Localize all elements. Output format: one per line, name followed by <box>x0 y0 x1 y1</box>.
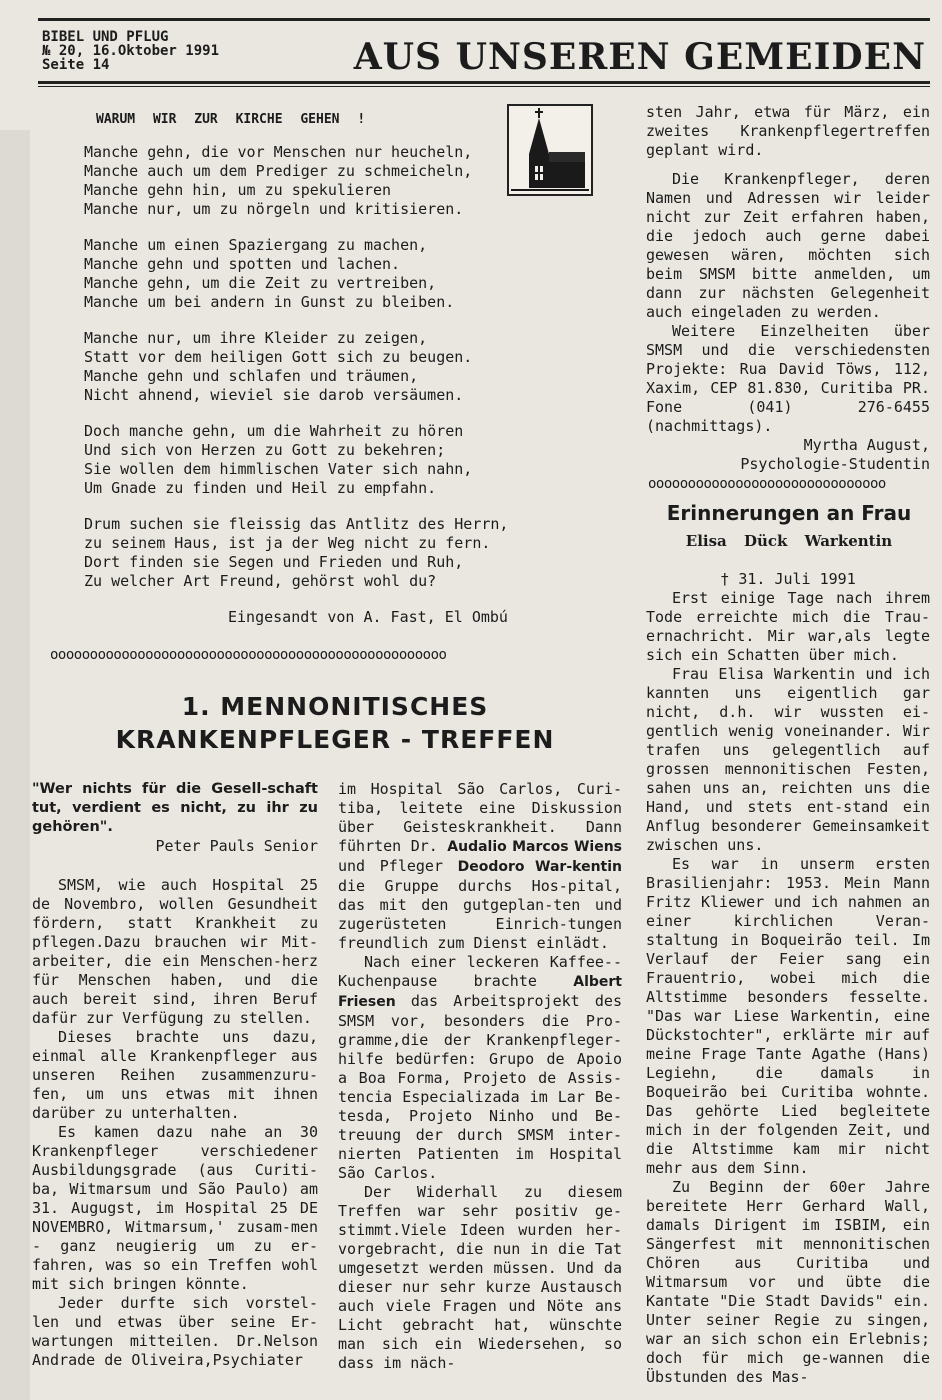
poem-line: Manche gehn, die vor Menschen nur heucheln, <box>84 143 473 161</box>
poem-line: Doch manche gehn, um die Wahrheit zu hören <box>84 422 464 440</box>
top-rule <box>38 18 930 21</box>
poem-line: Statt vor dem heiligen Gott sich zu beugen. <box>84 348 473 366</box>
text-run: das Arbeitsprojekt des SMSM vor, besonders die Pro-gramme,die der Krankenpfleger-hilfe bedürfen: Grupo de Apoio a Boa Forma, Projeto de Assis-tencia Especializada im Lar Be-tesda, Projeto Ninho und Be-treuung der durch SMSM inter-nierten Patienten im Hospital São Carlos. <box>338 992 622 1182</box>
poem-line: Dort finden sie Segen und Frieden und Ruh, <box>84 553 464 571</box>
publication-name: BIBEL UND PFLUG <box>42 29 169 45</box>
paragraph: Es kamen dazu nahe an 30 Krankenpfleger verschiedener Ausbildungsgrade (aus Curiti-ba, Witmarsum und São Paulo) am 31. Augugst, im Hospital 25 DE NOVEMBRO, Witmarsum,' zusam-men - ganz neugierig um zu er-fahren, was so ein Treffen wohl mit sich bringen könnte. <box>32 1123 318 1293</box>
poem-line: Manche gehn, um die Zeit zu vertreiben, <box>84 274 437 292</box>
article-column-2 <box>338 780 622 1373</box>
paragraph: Weitere Einzelheiten über SMSM und die verschiedensten Projekte: Rua David Töws, 112, Xaxim, CEP 81.830, Curitiba PR. Fone (041) 276-6455 (nachmittags). <box>646 322 930 435</box>
text-run: die Gruppe durchs Hos-pital, das mit den gutgeplan-ten und zugerüsteten Einrich-tungen freundlich zum Dienst einlädt. <box>338 877 622 952</box>
article-headline <box>40 690 630 756</box>
article-quote: "Wer nichts für die Gesell-schaft tut, verdient es nicht, zu ihr zu gehören". <box>32 781 318 835</box>
author-name: Myrtha August, <box>803 436 930 454</box>
poem-line: Manche nur, um zu nörgeln und kritisieren. <box>84 200 464 218</box>
separator: oooooooooooooooooooooooooooooooooooooooooooooooooo <box>50 647 447 663</box>
poem-line: Manche gehn und spotten und lachen. <box>84 255 401 273</box>
article-title: Erinnerungen an Frau <box>666 501 912 525</box>
poem-title: WARUM WIR ZUR KIRCHE GEHEN ! <box>96 112 366 127</box>
poem-line: Drum suchen sie fleissig das Antlitz des Herrn, <box>84 515 509 533</box>
article-column-3 <box>646 103 930 474</box>
church-icon <box>509 106 591 194</box>
poem <box>84 110 514 627</box>
text-run: Nach einer leckeren Kaffee--Kuchenpause brachte <box>338 953 622 990</box>
poem-line: Zu welcher Art Freund, gehörst wohl du? <box>84 572 437 590</box>
paragraph <box>338 780 622 953</box>
poem-line: Manche auch um dem Prediger zu schmeicheln, <box>84 162 473 180</box>
poem-line: Nicht ahnend, wieviel sie darob versäumen. <box>84 386 464 404</box>
page-number: Seite 14 <box>42 57 110 73</box>
poem-line: Manche gehn und schlafen und träumen, <box>84 367 419 385</box>
paragraph: Der Widerhall zu diesem Treffen war sehr positiv ge-stimmt.Viele Ideen wurden her-vorgebracht, die nun in die Tat umgesetzt werden müssen. Und da dieser nur sehr kurze Austausch auch viele Fragen und Nöte ans Licht gebracht hat, wünschte man sich ein Wiedersehen, so dass im näch- <box>338 1183 622 1372</box>
poem-stanza <box>84 515 514 591</box>
death-date: † 31. Juli 1991 <box>720 570 856 588</box>
paragraph: Zu Beginn der 60er Jahre bereitete Herr Gerhard Wall, damals Dirigent im ISBIM, ein Sängerfest mit mennonitischen Chören aus Curitiba und Witmarsum vor und übte die Kantate "Die Stadt Davids" ein. Unter seiner Regie zu singen, war an sich schon ein Erlebnis; doch für mich ge-wannen die Übstunden des Mas- <box>646 1178 930 1386</box>
paragraph: Es war in unserm ersten Brasilienjahr: 1953. Mein Mann Fritz Kliewer und ich nahmen an einer kirchlichen Veran-staltung in Boqueirão teil. Im Verlauf der Feier sang ein Frauentrio, wobei mich die Altstimme besonders fesselte. "Das war Liese Warkentin, eine Dückstochter", erklärte mir auf meine Frage Tante Agathe (Hans) Legiehn, die damals in Boqueirão bei Curitiba wohnte. Das gehörte Lied begleitete mich in der folgenden Zeit, und die Altstimme kam mir nicht mehr aus dem Sinn. <box>646 855 930 1177</box>
paragraph: Erst einige Tage nach ihrem Tode erreichte mich die Trau-ernachricht. Mir war,als legte sich ein Schatten über mich. <box>646 589 930 664</box>
poem-line: Manche nur, um ihre Kleider zu zeigen, <box>84 329 428 347</box>
masthead-rule <box>38 81 930 84</box>
article-subtitle: Elisa Dück Warkentin <box>685 532 893 550</box>
poem-stanza <box>84 422 514 498</box>
person-name: Deodoro War-kentin <box>457 859 623 875</box>
poem-signature: Eingesandt von A. Fast, El Ombú <box>228 608 508 626</box>
article-column-1 <box>32 780 318 1370</box>
text-run: und Pfleger <box>338 857 443 875</box>
church-illustration <box>507 104 593 196</box>
poem-line: Und sich von Herzen zu Gott zu bekehren; <box>84 441 446 459</box>
author-role: Psychologie-Studentin <box>740 455 930 473</box>
article-column-4 <box>646 570 930 1387</box>
paragraph: sten Jahr, etwa für März, ein zweites Krankenpflegertreffen geplant wird. <box>646 103 930 159</box>
poem-line: Manche um bei andern in Gunst zu bleiben. <box>84 293 455 311</box>
masthead-rule-thin <box>38 86 930 87</box>
paragraph <box>338 953 622 1183</box>
text-run: im Hospital São Carlos, Curi-tiba, leitete eine Diskussion über Geisteskrankheit. Dann führten Dr. <box>338 780 622 855</box>
quote-author: Peter Pauls Senior <box>155 837 318 855</box>
poem-line: Manche gehn hin, um zu spekulieren <box>84 181 392 199</box>
poem-stanza <box>84 329 514 405</box>
headline-line: 1. MENNONITISCHES <box>181 692 489 721</box>
paragraph: Jeder durfte sich vorstel-len und etwas über seine Er-wartungen mitteilen. Dr.Nelson Andrade de Oliveira,Psychiater <box>32 1294 318 1369</box>
paragraph: Dieses brachte uns dazu, einmal alle Krankenpfleger aus unseren Reihen zusammenzuru-fen, um uns etwas mit ihnen darüber zu unterhalten. <box>32 1028 318 1122</box>
masthead <box>38 30 930 82</box>
poem-stanza <box>84 236 514 312</box>
bleed-through-margin <box>0 130 30 1400</box>
poem-line: Um Gnade zu finden und Heil zu empfahn. <box>84 479 437 497</box>
paragraph: Frau Elisa Warkentin und ich kannten uns eigentlich gar nicht, d.h. wir wussten ei-gentlich wenig voneinander. Wir trafen uns gelegentlich auf grossen mennonitischen Festen, sahen uns an, reichten uns die Hand, und stets ent-stand ein Anflug besonderer Gemeinsamkeit zwischen uns. <box>646 665 930 854</box>
person-name: Albert Friesen <box>338 974 622 1010</box>
section-title: AUS UNSEREN GEMEIDEN <box>353 36 926 78</box>
headline-line: KRANKENPFLEGER - TREFFEN <box>115 725 555 754</box>
issue-info <box>42 30 219 72</box>
paragraph: Die Krankenpfleger, deren Namen und Adressen wir leider nicht zur Zeit erfahren haben, die jedoch auch gerne dabei gewesen wären, möchten sich beim SMSM bitte anmelden, um dann zur nächsten Gelegenheit auch eingeladen zu werden. <box>646 170 930 321</box>
person-name: Audalio Marcos Wiens <box>447 839 622 855</box>
separator: oooooooooooooooooooooooooooooo <box>648 476 886 492</box>
paragraph: SMSM, wie auch Hospital 25 de Novembro, wollen Gesundheit fördern, statt Krankheit zu pflegen.Dazu brauchen wir Mit-arbeiter, die ein Menschen-herz für Menschen haben, und die auch bereit sind, ihren Beruf dafür zur Verfügung zu stellen. <box>32 876 318 1027</box>
poem-line: zu seinem Haus, ist ja der Weg nicht zu fern. <box>84 534 491 552</box>
poem-line: Sie wollen dem himmlischen Vater sich nahn, <box>84 460 473 478</box>
poem-line: Manche um einen Spaziergang zu machen, <box>84 236 428 254</box>
poem-stanza <box>84 143 514 219</box>
issue-number: № 20, 16.Oktober 1991 <box>42 43 220 59</box>
